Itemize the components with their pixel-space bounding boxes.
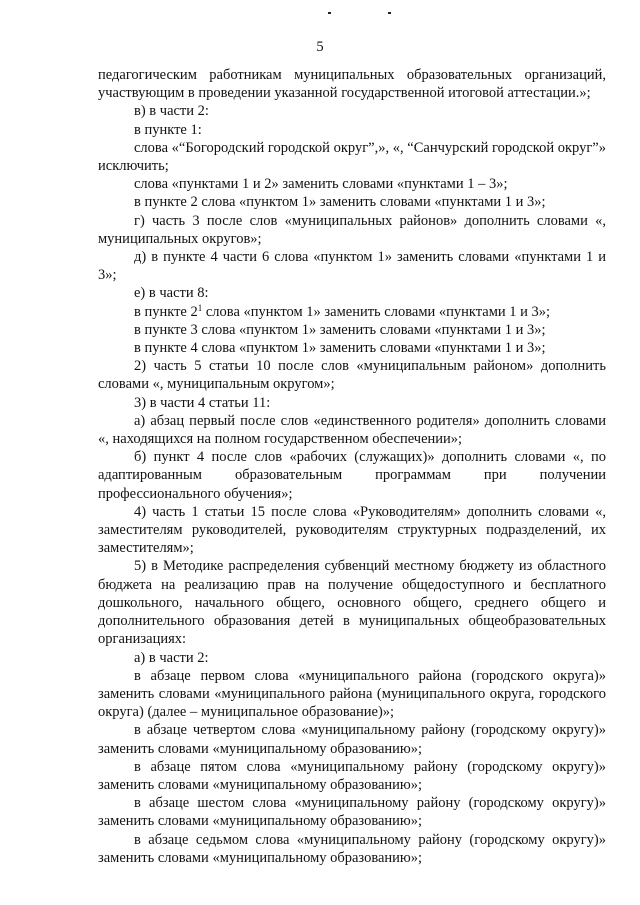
document-body <box>98 66 606 867</box>
paragraph: в пункте 1: <box>134 121 202 138</box>
paragraph-text: в пункте 2 <box>134 303 198 320</box>
paragraph: 5) в Методике распределения субвенций местному бюджету из областного бюджета на реализацию прав на получение общедоступного и бесплатного дошкольного, начального общего, основного общего, среднего общего и дополнительного образования детей в муниципальных общеобразовательных организациях: <box>98 558 606 648</box>
paragraph: 4) часть 1 статьи 15 после слова «Руководителям» дополнить словами «, заместителям руководителей, руководителям структурных подразделений, их заместителям»; <box>98 503 606 557</box>
paragraph: в абзаце четвертом слова «муниципальному району (городскому округу)» заменить словами «муниципальному образованию»; <box>98 722 606 757</box>
paragraph: в абзаце первом слова «муниципального района (городского округа)» заменить словами «муниципального района (муниципального округа, городского округа) (далее – муниципальное образование)»; <box>98 667 606 721</box>
paragraph: 2) часть 5 статьи 10 после слов «муниципальным районом» дополнить словами «, муниципальным округом»; <box>98 358 606 393</box>
paragraph: д) в пункте 4 части 6 слова «пунктом 1» заменить словами «пунктами 1 и 3»; <box>98 249 606 284</box>
paragraph: слова «“Богородский городской округ”,», «, “Санчурский городской округ”» исключить; <box>98 139 606 175</box>
scan-mark <box>328 12 331 14</box>
paragraph: слова «пунктами 1 и 2» заменить словами «пунктами 1 – 3»; <box>134 176 508 193</box>
paragraph <box>98 303 606 321</box>
paragraph: г) часть 3 после слов «муниципальных районов» дополнить словами «, муниципальных округов»; <box>98 212 606 247</box>
paragraph: в абзаце пятом слова «муниципальному району (городскому округу)» заменить словами «муниципальному образованию»; <box>98 758 606 793</box>
paragraph: а) в части 2: <box>134 649 209 666</box>
paragraph-text: слова «пунктом 1» заменить словами «пунктами 1 и 3»; <box>202 303 551 320</box>
scan-mark <box>388 12 391 14</box>
paragraph: а) абзац первый после слов «единственного родителя» дополнить словами «, находящихся на полном государственном обеспечении»; <box>98 412 606 448</box>
paragraph: в) в части 2: <box>134 103 209 120</box>
page-number: 5 <box>316 39 324 55</box>
paragraph: 3) в части 4 статьи 11: <box>134 394 271 411</box>
paragraph: педагогическим работникам муниципальных образовательных организаций, участвующим в проведении указанной государственной итоговой аттестации.»; <box>98 67 606 102</box>
paragraph: в пункте 2 слова «пунктом 1» заменить словами «пунктами 1 и 3»; <box>134 194 546 211</box>
paragraph: е) в части 8: <box>134 285 209 302</box>
superscript: 1 <box>197 302 203 313</box>
paragraph: в абзаце шестом слова «муниципальному району (городскому округу)» заменить словами «муниципальному образованию»; <box>98 795 606 830</box>
paragraph: б) пункт 4 после слов «рабочих (служащих)» дополнить словами «, по адаптированным образовательным программам при получении профессионального обучения»; <box>98 449 606 502</box>
scan-marks <box>0 12 640 18</box>
paragraph: в абзаце седьмом слова «муниципальному району (городскому округу)» заменить словами «муниципальному образованию»; <box>98 831 606 866</box>
paragraph: в пункте 4 слова «пунктом 1» заменить словами «пунктами 1 и 3»; <box>134 340 546 357</box>
paragraph: в пункте 3 слова «пунктом 1» заменить словами «пунктами 1 и 3»; <box>134 321 546 338</box>
